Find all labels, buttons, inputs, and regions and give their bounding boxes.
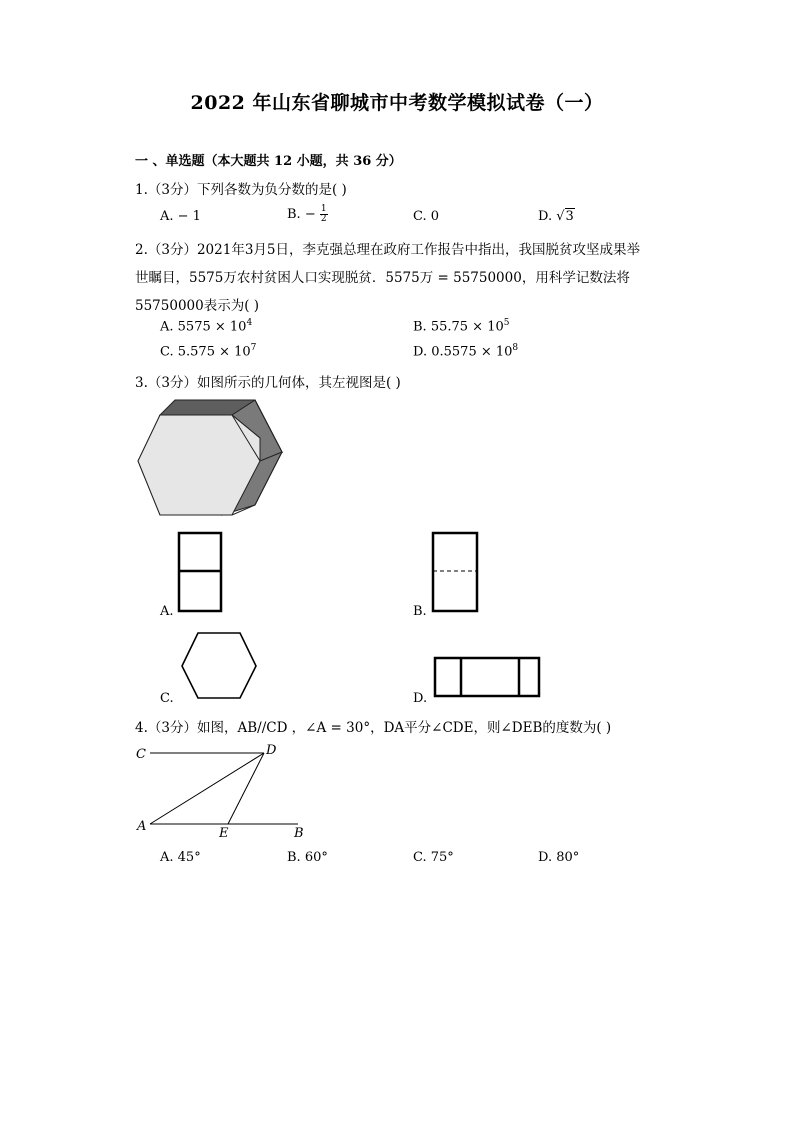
q4-option-b: B. 60° <box>287 850 328 865</box>
q1-option-a: A. − 1 <box>160 209 201 224</box>
question-2-line-1: 2.（3分）2021年3月5日，李克强总理在政府工作报告中指出，我国脱贫攻坚成果举 <box>135 242 641 258</box>
question-2-line-2: 世瞩目，5575万农村贫困人口实现脱贫．5575万 = 55750000，用科学记数法将 <box>135 270 630 286</box>
point-label-d: D <box>266 743 277 758</box>
fraction: $\frac{1}{2}$ <box>320 204 327 224</box>
line-ad <box>150 753 264 824</box>
q3-option-c-figure <box>178 630 260 702</box>
q2-option-d: D. $0.5575 \times 10^8$ <box>413 343 519 360</box>
question-1-stem: 1.（3分）下列各数为负分数的是( ) <box>135 182 347 198</box>
page-title: 2022 年山东省聊城市中考数学模拟试卷（一） <box>190 92 604 114</box>
section-heading: 一 、单选题（本大题共 12 小题，共 36 分） <box>135 154 402 169</box>
q1-option-d: D. √3 <box>538 209 574 224</box>
q3-option-b-label: B. <box>413 604 427 619</box>
q3-option-a-figure <box>176 530 226 614</box>
question-2-line-3: 55750000表示为( ) <box>135 298 260 314</box>
q3-option-c-label: C. <box>160 691 174 706</box>
q3-option-b-figure <box>430 530 482 614</box>
q2-option-b: B. $55.75 \times 10^5$ <box>413 318 510 335</box>
point-label-e: E <box>219 826 229 841</box>
question-3-stem: 3.（3分）如图所示的几何体，其左视图是( ) <box>135 375 401 391</box>
q2-option-c: C. $5.575 \times 10^7$ <box>160 343 257 360</box>
q1-option-b: B. − $\frac{1}{2}$ <box>287 204 327 224</box>
square-root: √3 <box>556 209 574 224</box>
point-label-c: C <box>136 747 146 762</box>
hexagonal-prism-figure <box>130 395 290 520</box>
q4-option-c: C. 75° <box>413 850 454 865</box>
point-label-a: A <box>137 819 147 834</box>
q3-option-d-figure <box>432 655 544 701</box>
q4-option-a: A. 45° <box>160 850 201 865</box>
q4-option-d: D. 80° <box>538 850 580 865</box>
q3-option-a-label: A. <box>160 604 174 619</box>
q4-geometry-figure <box>130 740 320 842</box>
question-4-stem: 4.（3分）如图，AB//CD ，∠A = 30°，DA平分∠CDE，则∠DEB的度数为( ) <box>135 720 612 736</box>
q3-option-d-label: D. <box>413 691 428 706</box>
q1-option-c: C. 0 <box>413 209 440 224</box>
q2-option-a: A. $5575 \times 10^4$ <box>160 318 253 335</box>
point-label-b: B <box>294 826 304 841</box>
